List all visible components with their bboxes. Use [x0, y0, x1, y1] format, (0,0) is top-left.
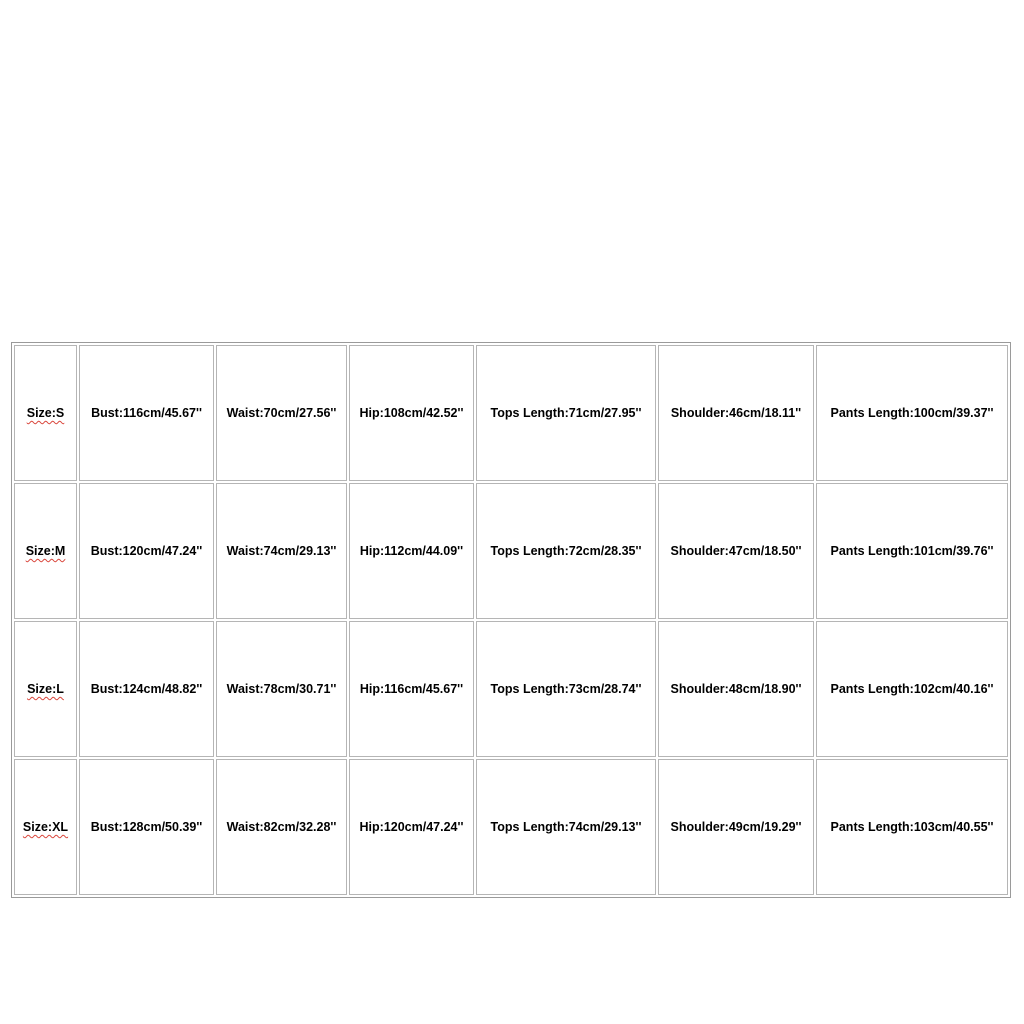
table-row-size-xl — [14, 759, 1008, 895]
pants-length-cell: Pants Length:102cm/40.16'' — [816, 621, 1008, 757]
size-cell — [14, 345, 77, 481]
size-cell — [14, 621, 77, 757]
waist-cell: Waist:78cm/30.71'' — [216, 621, 347, 757]
hip-cell: Hip:120cm/47.24'' — [349, 759, 474, 895]
shoulder-cell: Shoulder:48cm/18.90'' — [658, 621, 814, 757]
pants-length-cell: Pants Length:103cm/40.55'' — [816, 759, 1008, 895]
table-row-size-s — [14, 345, 1008, 481]
size-cell — [14, 483, 77, 619]
hip-cell: Hip:108cm/42.52'' — [349, 345, 474, 481]
tops-length-cell: Tops Length:74cm/29.13'' — [476, 759, 656, 895]
pants-length-cell: Pants Length:100cm/39.37'' — [816, 345, 1008, 481]
shoulder-cell: Shoulder:46cm/18.11'' — [658, 345, 814, 481]
pants-length-cell: Pants Length:101cm/39.76'' — [816, 483, 1008, 619]
waist-cell: Waist:82cm/32.28'' — [216, 759, 347, 895]
bust-cell: Bust:128cm/50.39'' — [79, 759, 214, 895]
size-cell — [14, 759, 77, 895]
table-row-size-m — [14, 483, 1008, 619]
waist-cell: Waist:70cm/27.56'' — [216, 345, 347, 481]
table-row-size-l — [14, 621, 1008, 757]
tops-length-cell: Tops Length:72cm/28.35'' — [476, 483, 656, 619]
size-label: Size:XL — [22, 820, 69, 834]
hip-cell: Hip:112cm/44.09'' — [349, 483, 474, 619]
size-label: Size:M — [25, 544, 66, 558]
bust-cell: Bust:116cm/45.67'' — [79, 345, 214, 481]
waist-cell: Waist:74cm/29.13'' — [216, 483, 347, 619]
size-label: Size:L — [27, 682, 64, 696]
size-chart-table — [11, 342, 1011, 898]
bust-cell: Bust:124cm/48.82'' — [79, 621, 214, 757]
size-label: Size:S — [26, 406, 65, 420]
shoulder-cell: Shoulder:49cm/19.29'' — [658, 759, 814, 895]
bust-cell: Bust:120cm/47.24'' — [79, 483, 214, 619]
hip-cell: Hip:116cm/45.67'' — [349, 621, 474, 757]
tops-length-cell: Tops Length:73cm/28.74'' — [476, 621, 656, 757]
tops-length-cell: Tops Length:71cm/27.95'' — [476, 345, 656, 481]
shoulder-cell: Shoulder:47cm/18.50'' — [658, 483, 814, 619]
